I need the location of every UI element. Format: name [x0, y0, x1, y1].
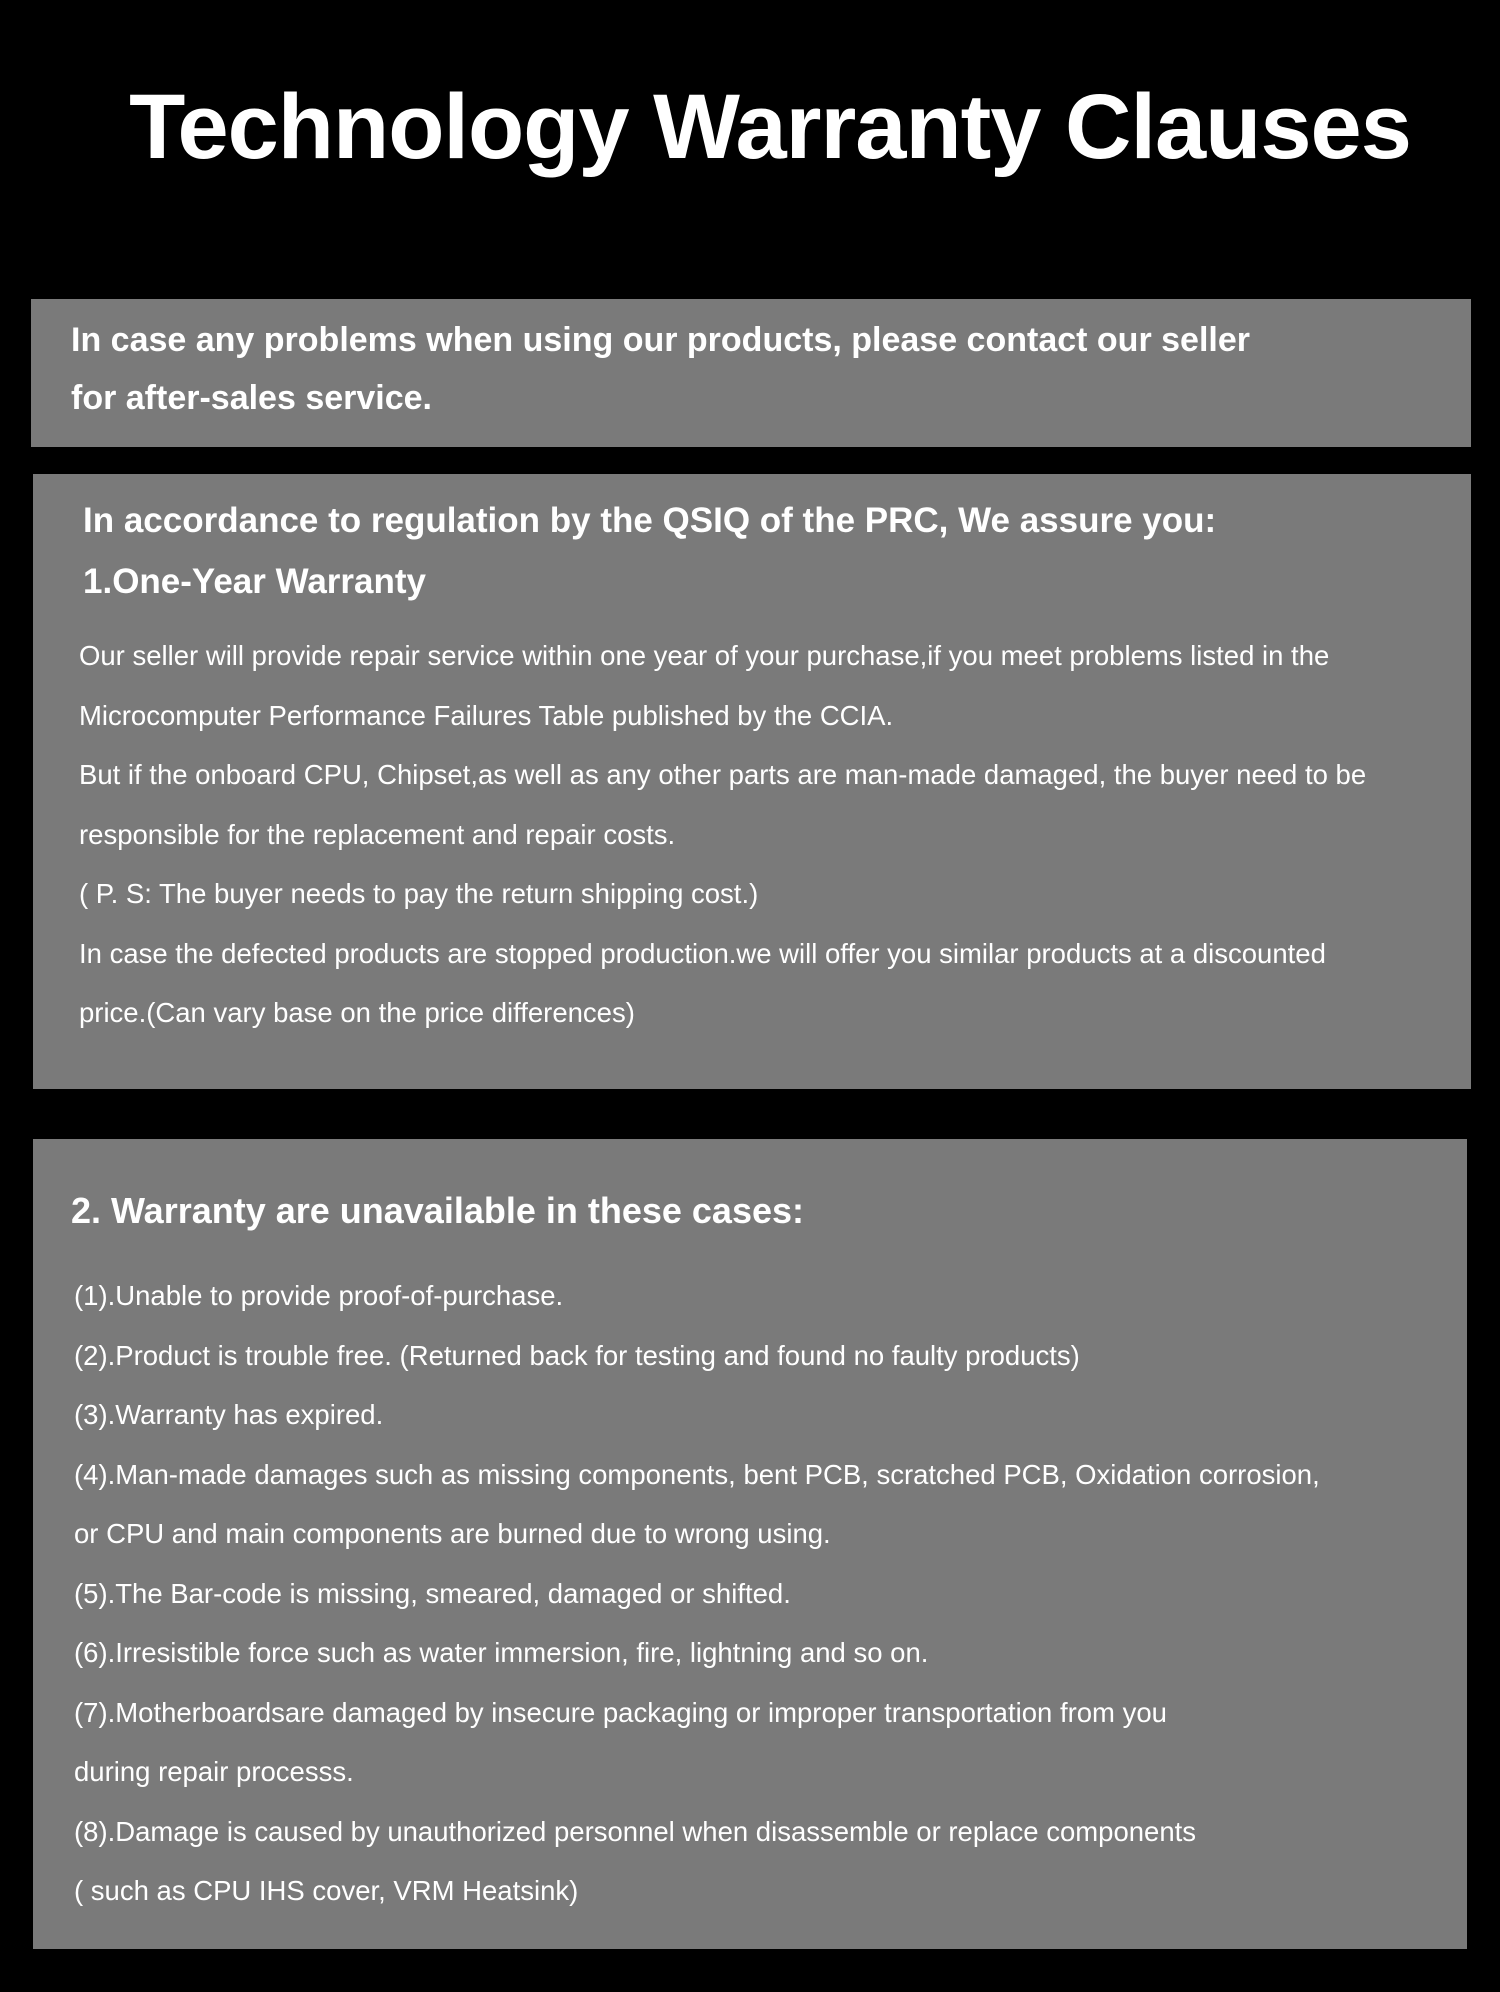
warranty-term-line: But if the onboard CPU, Chipset,as well as any other parts are man-made damaged, the buyer need to be	[79, 759, 1367, 790]
exclusion-line: (7).Motherboardsare damaged by insecure packaging or improper transportation from you	[74, 1696, 1167, 1728]
exclusion-line: (1).Unable to provide proof-of-purchase.	[74, 1280, 564, 1311]
exclusion-line: ( such as CPU IHS cover, VRM Heatsink)	[74, 1875, 579, 1906]
warranty-terms-list	[79, 626, 1459, 1043]
warranty-term-line: ( P. S: The buyer needs to pay the return shipping cost.)	[79, 878, 759, 909]
exclusion-line: (5).The Bar-code is missing, smeared, damaged or shifted.	[74, 1577, 791, 1609]
exclusion-line: (4).Man-made damages such as missing components, bent PCB, scratched PCB, Oxidation corrosion,	[74, 1458, 1320, 1490]
warranty-term-line: price.(Can vary base on the price differences)	[79, 997, 635, 1028]
exclusions-panel	[33, 1139, 1467, 1949]
contact-notice-line-2: for after-sales service.	[71, 379, 432, 417]
warranty-term-line: Our seller will provide repair service within one year of your purchase,if you meet problems listed in the	[79, 640, 1330, 671]
contact-notice-text	[71, 311, 1451, 427]
exclusion-line: during repair processs.	[74, 1756, 354, 1787]
contact-notice-line-1: In case any problems when using our products, please contact our seller	[71, 321, 1250, 359]
regulation-panel	[33, 474, 1471, 1089]
exclusion-line: (8).Damage is caused by unauthorized personnel when disassemble or replace components	[74, 1815, 1197, 1847]
warranty-term-line: In case the defected products are stopped production.we will offer you similar products at a discounted	[79, 937, 1326, 969]
exclusions-list	[74, 1266, 1454, 1921]
page-title: Technology Warranty Clauses	[129, 76, 1411, 178]
contact-notice-panel	[31, 299, 1471, 447]
exclusion-line: (6).Irresistible force such as water immersion, fire, lightning and so on.	[74, 1637, 929, 1668]
one-year-warranty-title: 1.One-Year Warranty	[83, 562, 427, 601]
exclusion-line: (2).Product is trouble free. (Returned back for testing and found no faulty products)	[74, 1339, 1080, 1371]
exclusions-title: 2. Warranty are unavailable in these cases:	[71, 1190, 805, 1231]
regulation-intro: In accordance to regulation by the QSIQ of the PRC, We assure you:	[83, 501, 1217, 540]
exclusion-line: (3).Warranty has expired.	[74, 1399, 384, 1430]
warranty-term-line: responsible for the replacement and repair costs.	[79, 818, 676, 850]
exclusion-line: or CPU and main components are burned due to wrong using.	[74, 1518, 831, 1549]
warranty-term-line: Microcomputer Performance Failures Table published by the CCIA.	[79, 699, 894, 731]
